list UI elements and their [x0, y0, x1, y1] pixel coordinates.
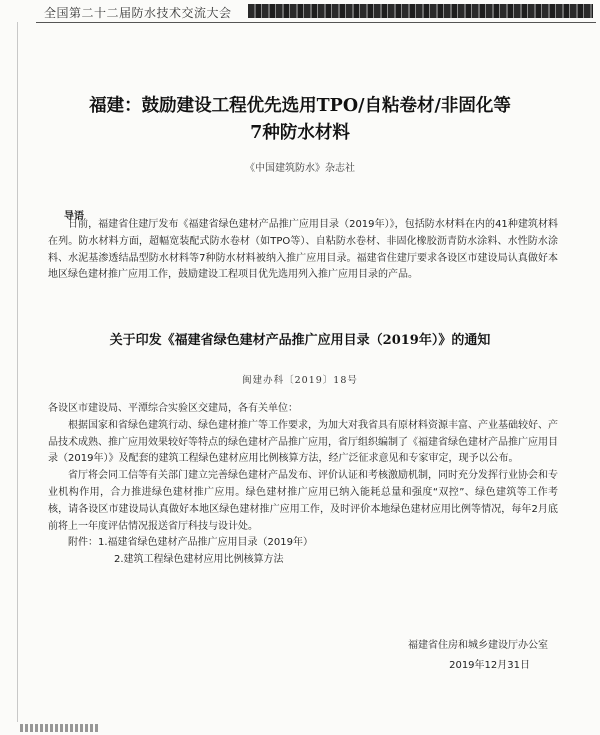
header-decoration-bar [248, 4, 593, 18]
notice-title: 关于印发《福建省绿色建材产品推广应用目录（2019年）》的通知 [109, 333, 491, 348]
issuing-office: 福建省住房和城乡建设厅办公室 [408, 640, 548, 651]
guide-label: 导语 [64, 211, 84, 222]
article-source: 《中国建筑防水》杂志社 [245, 163, 355, 174]
page-footer-marks [20, 724, 100, 732]
attachment-1: 附件：1.福建省绿色建材产品推广应用目录（2019年） [68, 537, 313, 549]
attachment-2: 2.建筑工程绿色建材应用比例核算方法 [114, 554, 284, 566]
addressee: 各设区市建设局、平潭综合实验区交建局，各有关单位： [48, 403, 298, 414]
notice-body [48, 401, 558, 569]
notice-paragraph-1: 根据国家和省绿色建筑行动、绿色建材推广等工作要求，为加大对我省具有原材料资源丰富、产业基础较好、产品技术成熟、推广应用效果较好等特点的绿色建材产品推广应用，省厅组织编制了《福建省绿色建材产品推广应用目录（2019年）》及配套的建筑工程绿色建材应用比例核算方法，经广泛征求意见和专家审定，现予以公布。 [48, 419, 558, 465]
document-number: 闽建办科〔2019〕18号 [242, 375, 358, 386]
running-header: 全国第二十二届防水技术交流大会 [44, 6, 232, 20]
guide-text: 日前，福建省住建厅发布《福建省绿色建材产品推广应用目录（2019年）》，包括防水材料在内的41种建筑材料在列。防水材料方面，超幅宽装配式防水卷材（如TPO等）、自粘防水卷材、非固化橡胶沥青防水涂料、水性防水涂料、水泥基渗透结晶型防水材料等7种防水材料被纳入推广应用目录。福建省住建厅要求各设区市建设局认真做好本地区绿色建材推广应用工作，鼓励建设工程项目优先选用列入推广应用目录的产品。 [48, 219, 558, 281]
attachments [48, 535, 558, 569]
guide-paragraph [48, 217, 558, 284]
page-header [0, 0, 600, 26]
header-rule [36, 22, 596, 23]
notice-paragraph-2: 省厅将会同工信等有关部门建立完善绿色建材产品发布、评价认证和考核激励机制，同时充分发挥行业协会和专业机构作用，合力推进绿色建材推广应用。绿色建材推广应用已纳入能耗总量和强度“双控”、绿色建筑等工作考核，请各设区市建设局认真做好本地区绿色建材推广应用工作，及时评价本地绿色建材应用比例等情况，每年2月底前将上一年度评估情况报送省厅科技与设计处。 [48, 470, 558, 532]
article-title-line2: 7种防水材料 [250, 123, 350, 143]
issue-date: 2019年12月31日 [449, 660, 530, 671]
article-title-line1: 福建：鼓励建设工程优先选用TPO/自粘卷材/非固化等 [89, 96, 511, 116]
